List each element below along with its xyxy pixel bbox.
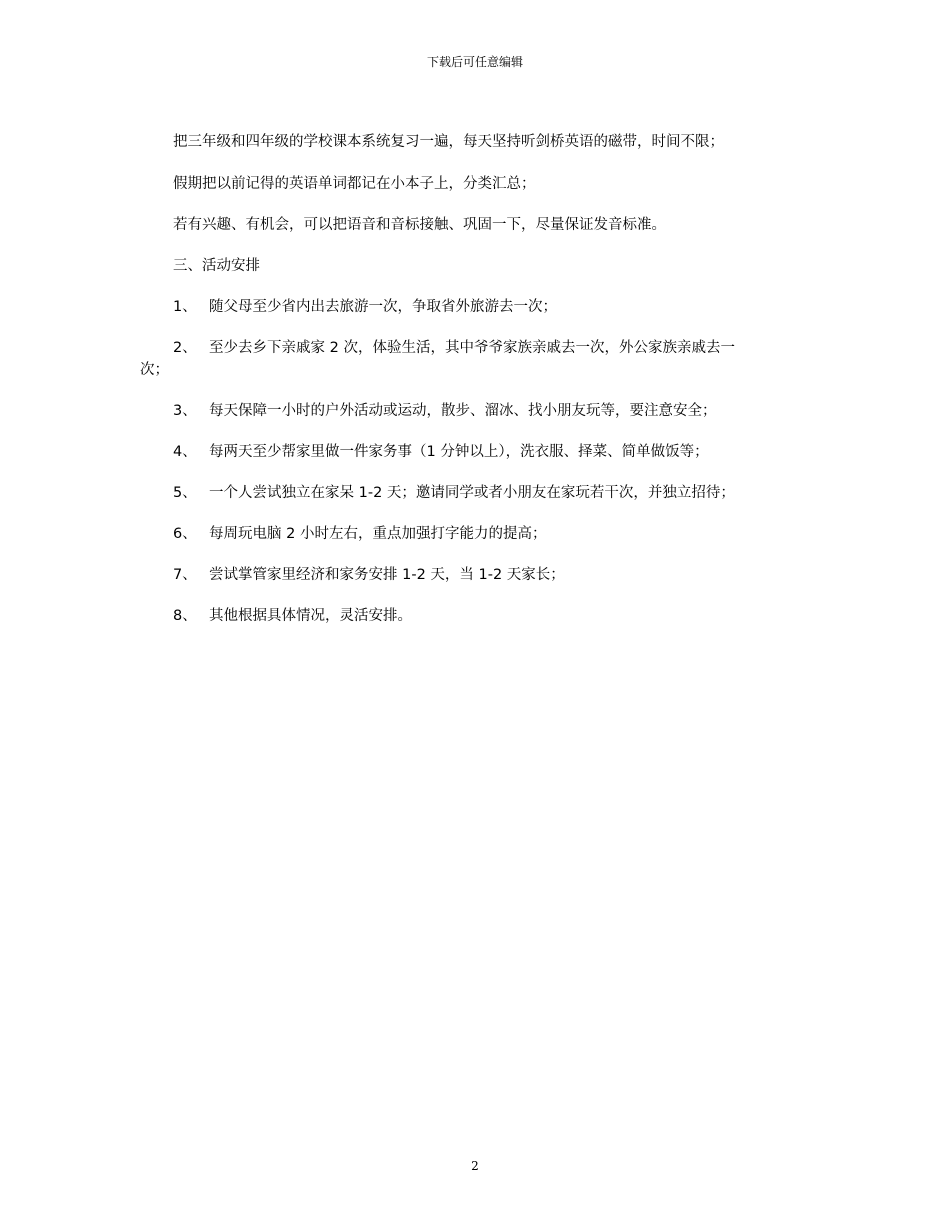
section-heading-activities (140, 255, 812, 277)
item-number: 1、 (173, 299, 197, 315)
paragraph-vocabulary (140, 173, 812, 195)
activity-item (140, 564, 812, 586)
item-text-continued: 次； (140, 362, 169, 378)
item-text: 至少去乡下亲戚家 2 次，体验生活，其中爷爷家族亲戚去一次，外公家族亲戚去一 (209, 340, 735, 356)
activity-item (140, 605, 812, 627)
item-number: 2、 (173, 340, 197, 356)
item-number: 7、 (173, 567, 197, 583)
paragraph-review-textbooks (140, 131, 812, 153)
item-text: 每天保障一小时的户外活动或运动，散步、溜冰、找小朋友玩等，要注意安全； (209, 403, 717, 419)
activity-item (140, 523, 812, 545)
item-number: 4、 (173, 444, 197, 460)
paragraph-text: 假期把以前记得的英语单词都记在小本子上，分类汇总； (173, 176, 536, 192)
activity-item (140, 441, 812, 463)
section-heading-text: 三、活动安排 (173, 258, 260, 274)
page-header: 下载后可任意编辑 (426, 55, 523, 69)
page-number: 2 (471, 1159, 479, 1173)
item-number: 6、 (173, 526, 197, 542)
item-text: 尝试掌管家里经济和家务安排 1-2 天，当 1-2 天家长； (209, 567, 565, 583)
item-text: 一个人尝试独立在家呆 1-2 天；邀请同学或者小朋友在家玩若干次，并独立招待； (209, 485, 735, 501)
activity-item (140, 296, 812, 318)
item-number: 5、 (173, 485, 197, 501)
paragraph-text: 把三年级和四年级的学校课本系统复习一遍，每天坚持听剑桥英语的磁带，时间不限； (173, 134, 724, 150)
item-text: 其他根据具体情况，灵活安排。 (209, 608, 412, 624)
item-number: 3、 (173, 403, 197, 419)
paragraph-text: 若有兴趣、有机会，可以把语音和音标接触、巩固一下，尽量保证发音标准。 (173, 217, 666, 233)
activity-item (140, 482, 812, 504)
paragraph-pronunciation (140, 214, 812, 236)
item-text: 每两天至少帮家里做一件家务事（1 分钟以上），洗衣服、择菜、简单做饭等； (209, 444, 709, 460)
item-text: 随父母至少省内出去旅游一次，争取省外旅游去一次； (209, 299, 557, 315)
activity-item (140, 400, 812, 422)
item-text: 每周玩电脑 2 小时左右，重点加强打字能力的提高； (209, 526, 547, 542)
item-number: 8、 (173, 608, 197, 624)
activity-item (140, 337, 812, 381)
